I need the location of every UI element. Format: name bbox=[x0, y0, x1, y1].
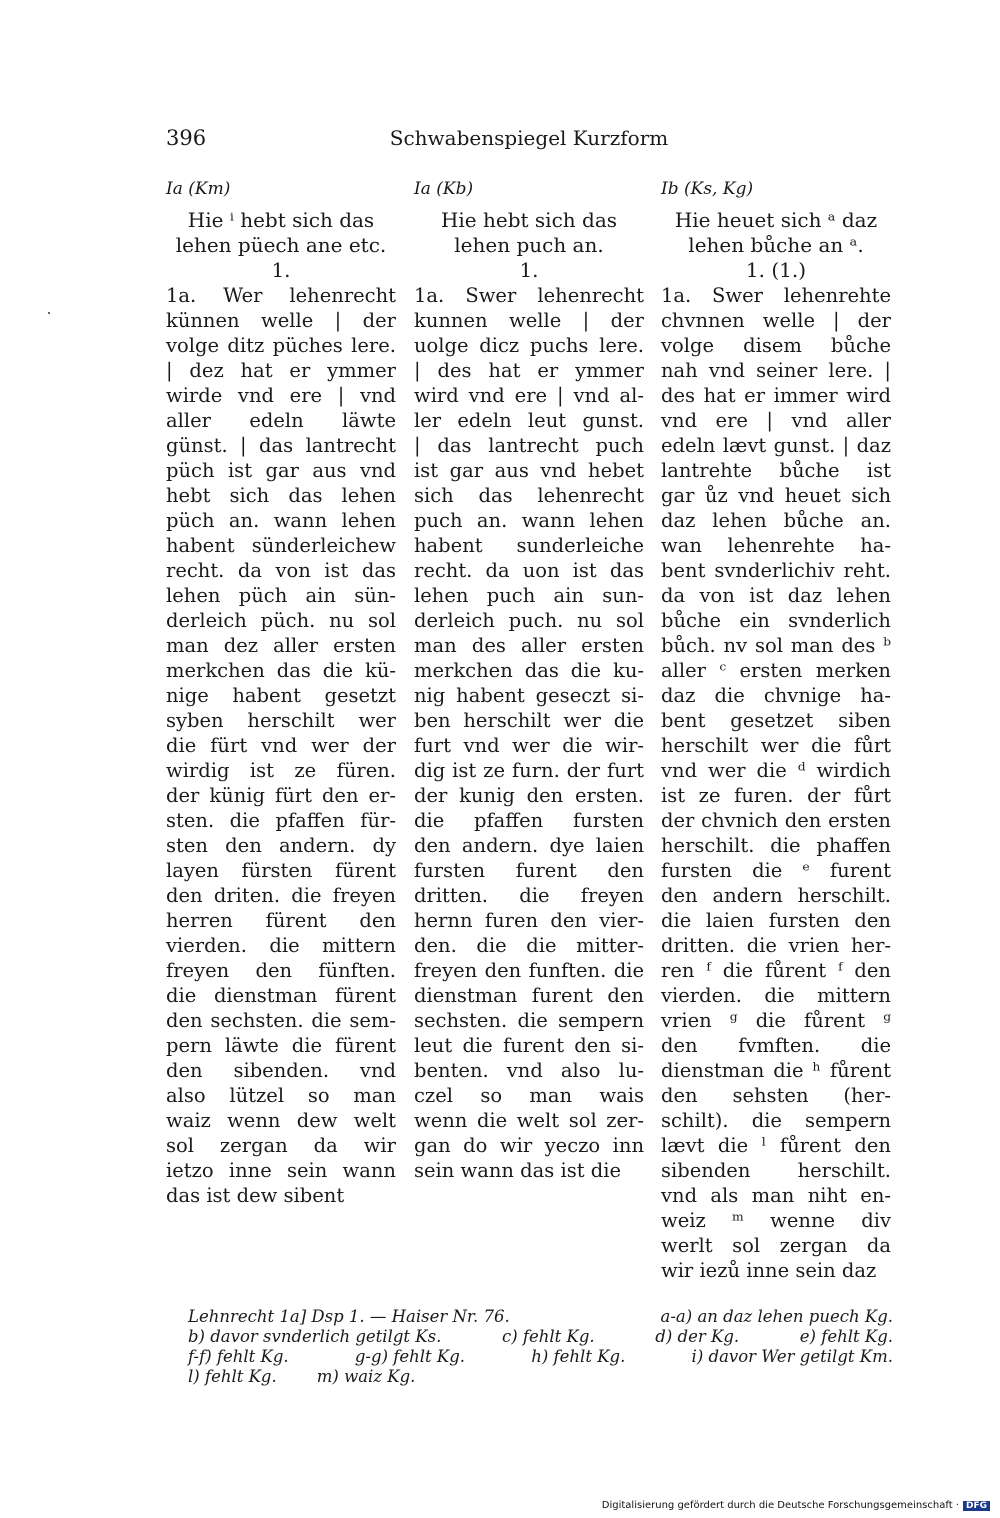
text-line: den fvmften. die bbox=[661, 1034, 891, 1057]
text-line: den sechsten. die sem- bbox=[166, 1009, 396, 1032]
column-body bbox=[166, 283, 396, 1208]
text-line: recht. da von ist das bbox=[166, 559, 396, 582]
dfg-logo: DFG bbox=[963, 1501, 990, 1511]
footnote: Lehnrecht 1a] Dsp 1. — Haiser Nr. 76. bbox=[188, 1307, 510, 1326]
footnotes bbox=[188, 1307, 893, 1387]
footnote-row bbox=[188, 1367, 893, 1387]
text-line: püch an. wann lehen bbox=[166, 509, 396, 532]
text-line: wird vnd ere | vnd al- bbox=[414, 384, 644, 407]
text-line: vierden. die mittern bbox=[661, 984, 891, 1007]
text-line: fursten die ᵉ furent bbox=[661, 859, 891, 882]
text-line: vnd wer die ᵈ wirdich bbox=[661, 759, 891, 782]
text-line: dig ist ze furn. der furt bbox=[414, 759, 644, 782]
text-line: des hat er immer wird bbox=[661, 384, 891, 407]
heading-line: lehen püech ane etc. bbox=[175, 233, 387, 257]
text-line: herren fürent den bbox=[166, 909, 396, 932]
page-number: 396 bbox=[166, 126, 207, 150]
text-line: sibenden herschilt. bbox=[661, 1159, 891, 1182]
text-line: dritten. die freyen bbox=[414, 884, 644, 907]
heading-line: lehen bůche an ᵃ. bbox=[688, 233, 864, 257]
text-line: der kunig den ersten. bbox=[414, 784, 644, 807]
text-line: bůch. nv sol man des ᵇ bbox=[661, 634, 891, 657]
text-line: herschilt. die phaffen bbox=[661, 834, 891, 857]
text-line: freyen den fünften. bbox=[166, 959, 396, 982]
footnote: m) waiz Kg. bbox=[316, 1367, 416, 1386]
text-line: den andern. dye laien bbox=[414, 834, 644, 857]
text-line: furt vnd wer die wir- bbox=[414, 734, 644, 757]
text-line: bent svnderlichiv reht. bbox=[661, 559, 891, 582]
text-line: vrien ᵍ die fůrent ᵍ bbox=[661, 1009, 891, 1032]
column-siglum: Ia (Kb) bbox=[414, 179, 474, 199]
footnote-row bbox=[188, 1327, 893, 1347]
text-line: den sibenden. vnd bbox=[166, 1059, 396, 1082]
footnote: b) davor svnderlich getilgt Ks. bbox=[188, 1327, 442, 1346]
heading-line: lehen puch an. bbox=[454, 233, 604, 257]
text-line: freyen den funften. die bbox=[414, 959, 644, 982]
text-line: merkchen das die ku- bbox=[414, 659, 644, 682]
text-line: ietzo inne sein wann bbox=[166, 1159, 396, 1182]
text-line: dienstman furent den bbox=[414, 984, 644, 1007]
text-line: schilt). die sempern bbox=[661, 1109, 891, 1132]
text-line: czel so man wais bbox=[414, 1084, 644, 1107]
text-line: man dez aller ersten bbox=[166, 634, 396, 657]
text-line: merkchen das die kü- bbox=[166, 659, 396, 682]
footnote: g-g) fehlt Kg. bbox=[354, 1347, 466, 1366]
column-body bbox=[661, 283, 891, 1283]
text-line: bent gesetzet siben bbox=[661, 709, 891, 732]
text-line: lævt die ˡ fůrent den bbox=[661, 1134, 891, 1157]
text-line: den driten. die freyen bbox=[166, 884, 396, 907]
footnote-row bbox=[188, 1347, 893, 1367]
text-line: | dez hat er ymmer bbox=[166, 359, 396, 382]
text-line: herschilt wer die fůrt bbox=[661, 734, 891, 757]
text-line: lehen püch ain sün- bbox=[166, 584, 396, 607]
text-line: ben herschilt wer die bbox=[414, 709, 644, 732]
text-line: chvnnen welle | der bbox=[661, 309, 891, 332]
text-line: 1a. Wer lehenrecht bbox=[166, 284, 396, 307]
text-line: volge disem bůche bbox=[661, 334, 891, 357]
text-line: | des hat er ymmer bbox=[414, 359, 644, 382]
text-line: püch ist gar aus vnd bbox=[166, 459, 396, 482]
credit-text: Digitalisierung gefördert durch die Deutsche Forschungsgemeinschaft · bbox=[601, 1500, 959, 1511]
text-line: habent sünderleichew bbox=[166, 534, 396, 557]
text-line: das ist dew sibent bbox=[166, 1184, 345, 1207]
text-line: lantrehte bůche ist bbox=[661, 459, 891, 482]
text-line: vierden. die mittern bbox=[166, 934, 396, 957]
text-line: wenn die welt sol zer- bbox=[414, 1109, 644, 1132]
text-line: wirdig ist ze füren. bbox=[166, 759, 396, 782]
text-line: waiz wenn dew welt bbox=[166, 1109, 396, 1132]
text-line: recht. da uon ist das bbox=[414, 559, 644, 582]
column-body bbox=[414, 283, 644, 1183]
page-header bbox=[166, 126, 892, 158]
heading-line: Hie heuet sich ᵃ daz bbox=[674, 208, 878, 232]
text-line: hebt sich das lehen bbox=[166, 484, 396, 507]
heading-line: Hie hebt sich das bbox=[440, 208, 618, 232]
heading-line: Hie ⁱ hebt sich das bbox=[187, 208, 375, 232]
text-line: vnd ere | vnd aller bbox=[661, 409, 891, 432]
text-line: man des aller ersten bbox=[414, 634, 644, 657]
footnote: f-f) fehlt Kg. bbox=[188, 1347, 289, 1366]
text-line: dienstman die ʰ fůrent bbox=[661, 1059, 891, 1082]
text-line: nah vnd seiner lere. | bbox=[661, 359, 891, 382]
chapter-number: 1. bbox=[271, 258, 291, 282]
text-line: aller edeln läwte bbox=[166, 409, 396, 432]
text-line: sein wann das ist die bbox=[414, 1159, 622, 1182]
footnote: l) fehlt Kg. bbox=[188, 1367, 277, 1386]
text-line: derleich püch. nu sol bbox=[166, 609, 396, 632]
column-kb bbox=[414, 178, 644, 1183]
text-line: lehen puch ain sun- bbox=[414, 584, 644, 607]
digitization-credit bbox=[602, 1500, 990, 1511]
text-line: die dienstman fürent bbox=[166, 984, 396, 1007]
text-line: wan lehenrehte ha- bbox=[661, 534, 891, 557]
text-line: layen fürsten fürent bbox=[166, 859, 396, 882]
text-line: | das lantrecht puch bbox=[414, 434, 644, 457]
text-line: nige habent gesetzt bbox=[166, 684, 396, 707]
text-line: pern läwte die fürent bbox=[166, 1034, 396, 1057]
column-siglum: Ib (Ks, Kg) bbox=[661, 179, 754, 199]
text-line: uolge dicz puchs lere. bbox=[414, 334, 644, 357]
footnote: i) davor Wer getilgt Km. bbox=[691, 1347, 893, 1366]
text-line: ren ᶠ die fůrent ᶠ den bbox=[661, 959, 891, 982]
text-line: künnen welle | der bbox=[166, 309, 396, 332]
text-line: günst. | das lantrecht bbox=[166, 434, 396, 457]
text-line: da von ist daz lehen bbox=[661, 584, 891, 607]
text-line: fursten furent den bbox=[414, 859, 644, 882]
chapter-number: 1. (1.) bbox=[745, 258, 807, 282]
text-line: den sehsten (her- bbox=[661, 1084, 891, 1107]
text-line: sol zergan da wir bbox=[166, 1134, 396, 1157]
running-title: Schwabenspiegel Kurzform bbox=[389, 126, 669, 150]
text-line: ist gar aus vnd hebet bbox=[414, 459, 644, 482]
text-line: kunnen welle | der bbox=[414, 309, 644, 332]
text-line: die fürt vnd wer der bbox=[166, 734, 396, 757]
scan-speck bbox=[48, 312, 50, 314]
column-ks-kg bbox=[661, 178, 891, 1283]
text-line: puch an. wann lehen bbox=[414, 509, 644, 532]
footnote: d) der Kg. bbox=[655, 1327, 740, 1346]
text-line: dritten. die vrien her- bbox=[661, 934, 891, 957]
text-line: 1a. Swer lehenrecht bbox=[414, 284, 644, 307]
text-line: wir iezů inne sein daz bbox=[661, 1259, 877, 1282]
text-line: 1a. Swer lehenrehte bbox=[661, 284, 891, 307]
text-line: hernn furen den vier- bbox=[414, 909, 644, 932]
text-line: syben herschilt wer bbox=[166, 709, 396, 732]
text-line: sten den andern. dy bbox=[166, 834, 396, 857]
text-line: der künig fürt den er- bbox=[166, 784, 396, 807]
column-km bbox=[166, 178, 396, 1208]
text-line: gar ůz vnd heuet sich bbox=[661, 484, 891, 507]
text-line: ler edeln leut gunst. bbox=[414, 409, 644, 432]
footnote: a-a) an daz lehen puech Kg. bbox=[660, 1307, 893, 1326]
text-line: derleich puch. nu sol bbox=[414, 609, 644, 632]
text-line: wirde vnd ere | vnd bbox=[166, 384, 396, 407]
text-line: daz lehen bůche an. bbox=[661, 509, 891, 532]
text-line: benten. vnd also lu- bbox=[414, 1059, 644, 1082]
text-line: den andern herschilt. bbox=[661, 884, 891, 907]
text-line: der chvnich den ersten bbox=[661, 809, 891, 832]
footnote-row bbox=[188, 1307, 893, 1327]
text-line: volge ditz püches lere. bbox=[166, 334, 396, 357]
text-line: weiz ᵐ wenne div bbox=[661, 1209, 891, 1232]
text-line: die laien fursten den bbox=[661, 909, 891, 932]
chapter-number: 1. bbox=[519, 258, 539, 282]
text-line: vnd als man niht en- bbox=[661, 1184, 891, 1207]
column-siglum: Ia (Km) bbox=[166, 179, 231, 199]
text-line: bůche ein svnderlich bbox=[661, 609, 891, 632]
text-line: die pfaffen fursten bbox=[414, 809, 644, 832]
text-line: den. die die mitter- bbox=[414, 934, 644, 957]
footnote: h) fehlt Kg. bbox=[531, 1347, 626, 1366]
text-line: habent sunderleiche bbox=[414, 534, 644, 557]
text-line: nig habent geseczt si- bbox=[414, 684, 644, 707]
text-line: aller ᶜ ersten merken bbox=[661, 659, 891, 682]
text-line: also lützel so man bbox=[166, 1084, 396, 1107]
footnote: c) fehlt Kg. bbox=[501, 1327, 595, 1346]
text-line: sich das lehenrecht bbox=[414, 484, 644, 507]
text-line: edeln lævt gunst. | daz bbox=[661, 434, 891, 457]
text-line: gan do wir yeczo inn bbox=[414, 1134, 644, 1157]
text-line: ist ze furen. der fůrt bbox=[661, 784, 891, 807]
text-line: daz die chvnige ha- bbox=[661, 684, 891, 707]
text-line: leut die furent den si- bbox=[414, 1034, 644, 1057]
footnote: e) fehlt Kg. bbox=[799, 1327, 893, 1346]
text-line: sechsten. die sempern bbox=[414, 1009, 644, 1032]
text-line: sten. die pfaffen für- bbox=[166, 809, 396, 832]
text-line: werlt sol zergan da bbox=[661, 1234, 891, 1257]
